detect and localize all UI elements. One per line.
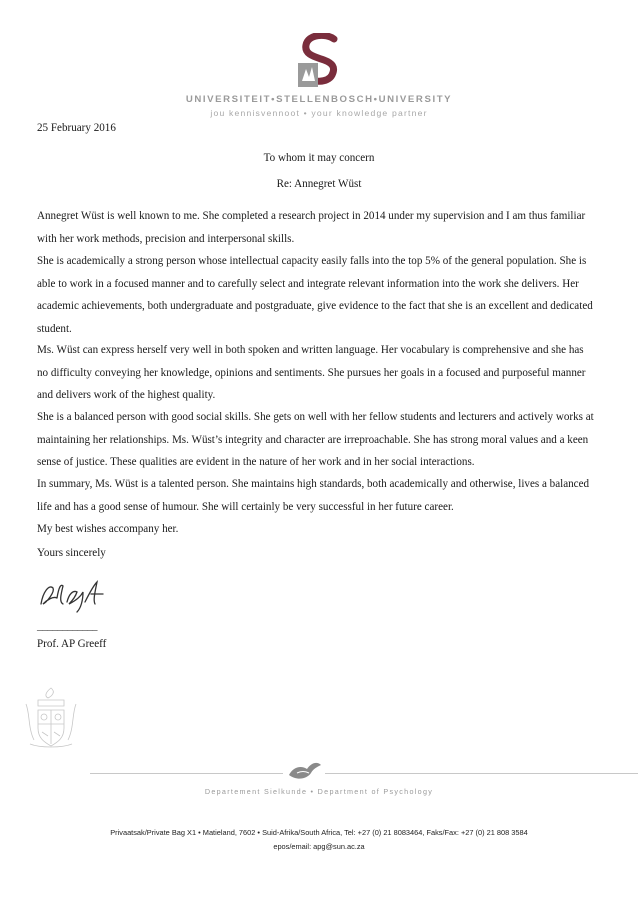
subject-line: Re: Annegret Wüst <box>276 178 362 190</box>
university-tagline: jou kennisvennoot • your knowledge partner <box>210 108 428 118</box>
university-crest-icon <box>20 684 82 750</box>
letter-date: 25 February 2016 <box>37 122 116 134</box>
paragraph-social: She is a balanced person with good social skills. She gets on well with her fellow students and lecturers and actively works at maintaining her relationships. Ms. Wüst’s integrity and character are irreproachable. She has strong moral values and a keen sense of justice. These qualities are evident in the nature of her work and in her social interactions. <box>37 411 594 468</box>
university-logo-icon <box>296 33 346 89</box>
paragraph-summary: In summary, Ms. Wüst is a talented person. She maintains high standards, both academically and otherwise, lives a balanced life and has a good sense of humour. She will certainly be very successful in her future career. <box>37 478 590 513</box>
salutation: To whom it may concern <box>263 152 375 164</box>
address-line: Privaatsak/Private Bag X1 • Matieland, 7602 • Suid-Afrika/South Africa, Tel: +27 (0) 21 8083464, Faks/Fax: +27 (0) 21 808 3584 <box>110 828 528 837</box>
paragraph-wishes: My best wishes accompany her. <box>37 523 179 535</box>
signatory-name: Prof. AP Greeff <box>37 638 107 650</box>
paragraph-academic: She is academically a strong person whose intellectual capacity easily falls into the top 5% of the general population. She is able to work in a focused manner and to carefully select and integrate relevant information into the work she delivers. Her academic achievements, both undergraduate and postgraduate, give evidence to the fact that she is an excellent and dedicated student. <box>37 255 593 335</box>
university-name: UNIVERSITEIT•STELLENBOSCH•UNIVERSITY <box>185 94 453 105</box>
signature-line: ____________ <box>37 620 97 632</box>
paragraph-language: Ms. Wüst can express herself very well in both spoken and written language. Her vocabulary is comprehensive and she has no difficulty conveying her knowledge, opinions and sentiments. She pursues her goals in a focused and purposeful manner and delivers work of the highest quality. <box>37 344 586 401</box>
footer-divider <box>90 773 638 774</box>
department-name: Departement Sielkunde • Department of Psychology <box>204 787 434 796</box>
department-emblem-icon <box>283 757 325 785</box>
handwritten-signature-icon <box>37 574 107 614</box>
paragraph-intro: Annegret Wüst is well known to me. She completed a research project in 2014 under my supervision and I am thus familiar with her work methods, precision and interpersonal skills. <box>37 210 586 245</box>
footer-address <box>0 826 638 854</box>
closing: Yours sincerely <box>37 547 106 559</box>
email-line: epos/email: apg@sun.ac.za <box>273 842 365 851</box>
